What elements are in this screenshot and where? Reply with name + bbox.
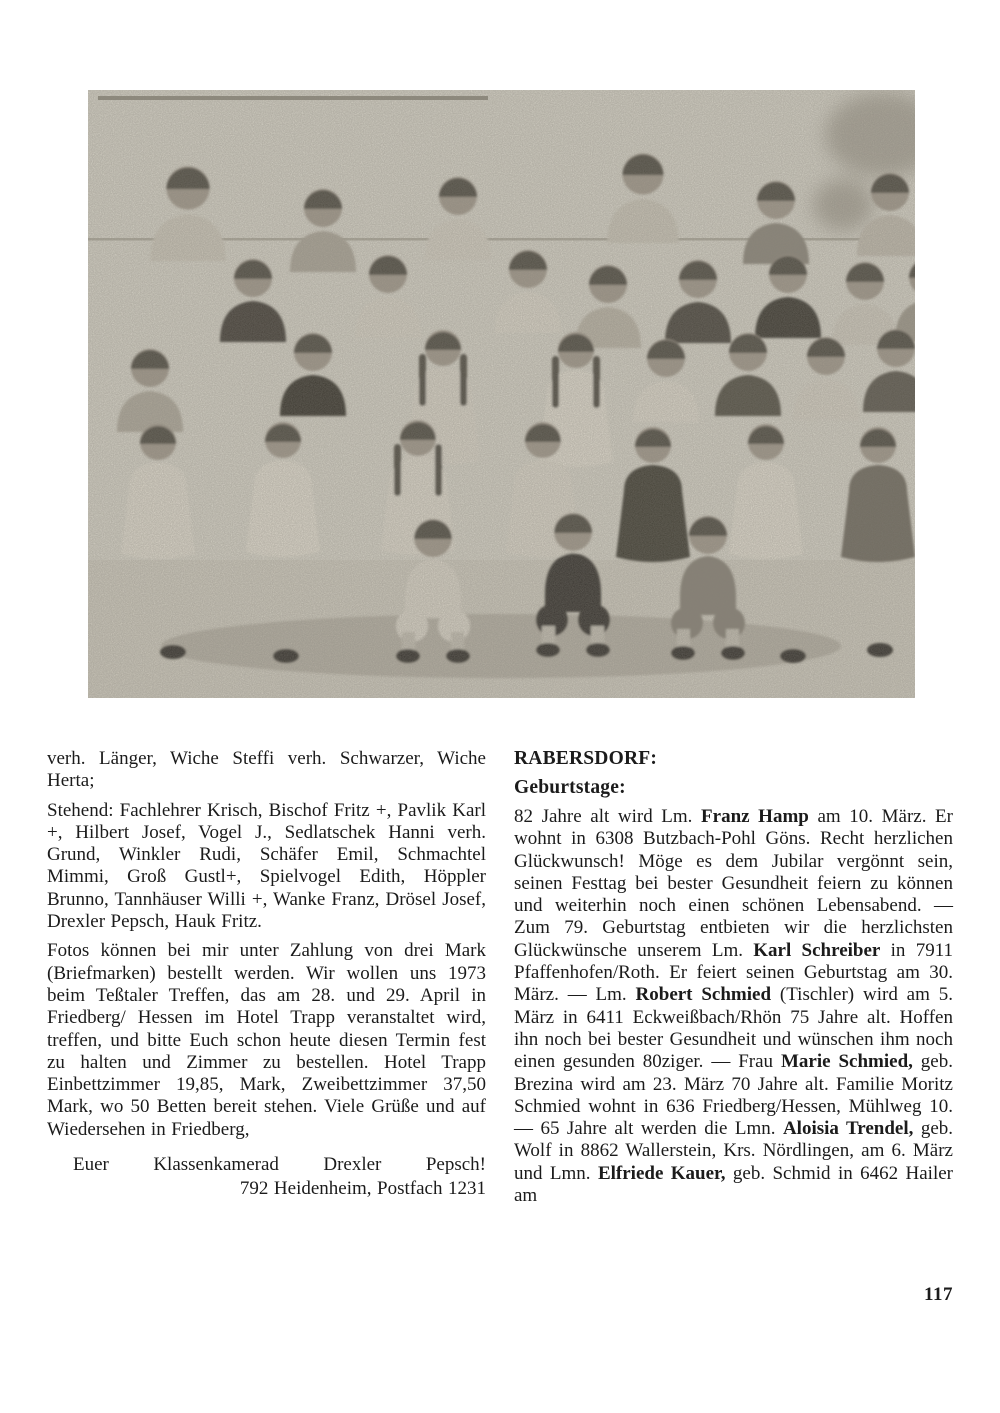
paragraph: Fotos können bei mir unter Zahlung von drei Mark (Briefmarken) bestellt werden. Wir wollen uns 1973 beim Teßtaler Treffen, das am 28. und 29. April in Friedberg/ Hessen im Hotel Trapp veranstaltet wird, treffen, und bitte Euch schon heute diesen Termin fest zu halten und Zimmer zu bestellen. Hotel Trapp Einbettzimmer 19,85, Mark, Zweibettzimmer 37,50 Mark, wo 50 Betten bereit stehen. Viele Grüße und auf Wiedersehen in Friedberg, [47,940,486,1140]
class-group-photo-illustration [88,90,915,698]
right-column [514,748,953,1207]
subsection-heading: Geburtstage: [514,777,626,798]
paragraph: verh. Länger, Wiche Steffi verh. Schwarzer, Wiche Herta; [47,748,486,792]
birthday-notes [514,806,953,1207]
paragraph: Stehend: Fachlehrer Krisch, Bischof Fritz +, Pavlik Karl +, Hilbert Josef, Vogel J., Sedlatschek Hanni verh. Grund, Winkler Rudi, Schäfer Emil, Schmachtel Mimmi, Groß Gustl+, Spielvogel Edith, Höppler Brunno, Tannhäuser Willi +, Wanke Franz, Drösel Josef, Drexler Pepsch, Hauk Fritz. [47,799,486,933]
class-group-photo [88,90,915,698]
paragraph: 82 Jahre alt wird Lm. Franz Hamp am 10. März. Er wohnt in 6308 Butzbach-Pohl Göns. Recht herzlichen Glückwunsch! Möge es dem Jubilar vergönnt sein, seinen Festtag bei bester Gesundheit feiern zu können und weiterhin noch einen schönen Lebensabend. — Zum 79. Geburtstag entbieten wir die herzlichsten Glückwünsche unserem Lm. Karl Schreiber in 7911 Pfaffenhofen/Roth. Er feiert seinen Geburtstag am 30. März. — Lm. Robert Schmied (Tischler) wird am 5. März in 6411 Eckweißbach/Rhön 75 Jahre alt. Hoffen ihn noch bei bester Gesundheit und wünschen ihm noch einen gesunden 80ziger. — Frau Marie Schmied, geb. Brezina wird am 23. März 70 Jahre alt. Familie Moritz Schmied wohnt in 636 Friedberg/Hessen, Mühlweg 10. — 65 Jahre alt werden die Lmn. Aloisia Trendel, geb. Wolf in 8862 Wallerstein, Krs. Nördlingen, am 6. März und Lmn. Elfriede Kauer, geb. Schmid in 6462 Hailer am [514,806,954,1207]
section-heading: RABERSDORF: [514,748,658,769]
paragraph: Euer Klassenkamerad Drexler Pepsch! [73,1154,486,1176]
text-columns [47,748,953,1207]
paragraph: 792 Heidenheim, Postfach 1231 [239,1178,486,1200]
left-column [47,748,486,1207]
page-number: 117 [924,1284,953,1305]
